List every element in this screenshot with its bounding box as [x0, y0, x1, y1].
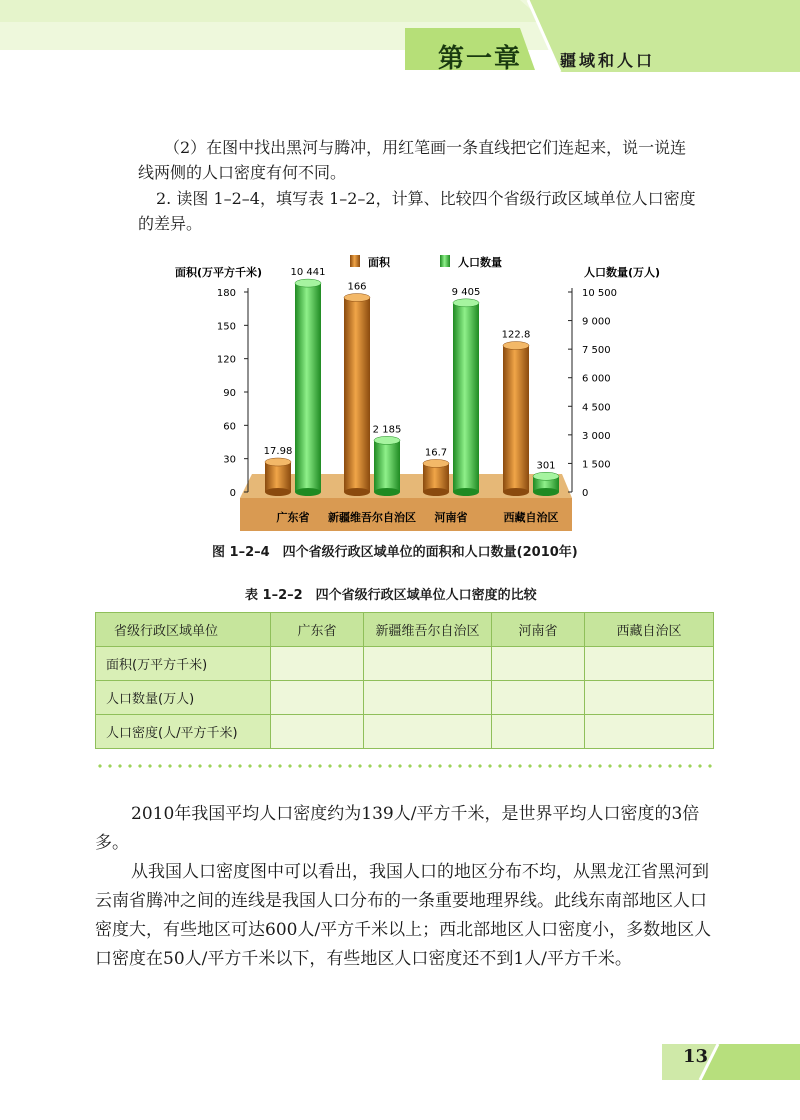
blank-cell[interactable] — [364, 647, 492, 681]
right-tick-label: 0 — [582, 488, 589, 499]
blank-cell[interactable] — [585, 681, 714, 715]
population-area-chart — [0, 240, 800, 570]
density-table — [95, 612, 714, 749]
header-band — [0, 0, 800, 80]
blank-cell[interactable] — [585, 647, 714, 681]
question-2: 2. 读图 1–2–4，填写表 1–2–2，计算、比较四个省级行政区域单位人口密度的差异。 — [138, 189, 696, 233]
left-tick-label: 90 — [223, 388, 236, 399]
bar-population — [453, 303, 479, 492]
table-header-cell: 广东省 — [271, 613, 364, 647]
bar-population-label: 2 185 — [372, 424, 402, 436]
table-header-cell: 省级行政区域单位 — [96, 613, 271, 647]
bar-population-label: 301 — [536, 460, 556, 472]
bar-area-label: 16.7 — [424, 447, 448, 459]
category-label: 河南省 — [434, 511, 468, 524]
bar-population-label: 10 441 — [290, 267, 326, 279]
chapter-label: 第一章 — [438, 44, 523, 74]
bar-population-base — [533, 488, 559, 496]
right-tick-label: 1 500 — [582, 459, 611, 471]
bar-area-base — [423, 488, 449, 496]
bar-area-cap — [265, 458, 291, 466]
body-paragraph-1: 2010年我国平均人口密度约为139人/平方千米，是世界平均人口密度的3倍多。 — [95, 804, 700, 853]
left-tick-label: 60 — [223, 421, 236, 433]
row-label: 人口数量(万人) — [96, 681, 271, 715]
category-label: 新疆维吾尔自治区 — [328, 511, 416, 524]
category-label: 广东省 — [276, 511, 310, 524]
right-tick-label: 4 500 — [582, 402, 611, 414]
bar-population-base — [453, 488, 479, 496]
row-label: 面积(万平方千米) — [96, 647, 271, 681]
blank-cell[interactable] — [271, 647, 364, 681]
blank-cell[interactable] — [364, 681, 492, 715]
table-header-cell: 河南省 — [492, 613, 585, 647]
right-tick-label: 10 500 — [582, 288, 617, 299]
bar-area-base — [503, 488, 529, 496]
legend-swatch-population — [440, 255, 450, 267]
table-row — [96, 647, 714, 681]
bar-population — [295, 283, 321, 492]
table-header-row — [96, 613, 714, 647]
right-tick-label: 7 500 — [582, 345, 611, 357]
bar-area-cap — [503, 342, 529, 350]
bar-population-base — [374, 488, 400, 496]
bar-area-label: 17.98 — [263, 446, 293, 458]
figure-caption: 图 1–2–4 四个省级行政区域单位的面积和人口数量(2010年) — [212, 545, 578, 560]
bar-population-cap — [374, 436, 400, 444]
table-row — [96, 681, 714, 715]
blank-cell[interactable] — [364, 715, 492, 749]
bar-population-cap — [295, 279, 321, 287]
bar-area-cap — [423, 459, 449, 467]
blank-cell[interactable] — [492, 647, 585, 681]
category-label: 西藏自治区 — [503, 511, 559, 524]
dotted-divider — [95, 764, 714, 768]
blank-cell[interactable] — [271, 681, 364, 715]
body-paragraph-2: 从我国人口密度图中可以看出，我国人口的地区分布不均，从黑龙江省黑河到云南省腾冲之间的连线是我国人口分布的一条重要地理界线。此线东南部地区人口密度大，有些地区可达600人/平方千米以上；西北部地区人口密度小，多数地区人口密度在50人/平方千米以下，有些地区人口密度还不到1人/平方千米。 — [95, 862, 712, 969]
bar-area-base — [344, 488, 370, 496]
table-row — [96, 715, 714, 749]
bar-population-base — [295, 488, 321, 496]
blank-cell[interactable] — [271, 715, 364, 749]
table-header-cell: 西藏自治区 — [585, 613, 714, 647]
bar-area-label: 166 — [347, 281, 367, 293]
right-tick-label: 9 000 — [582, 316, 611, 328]
bar-area — [503, 346, 529, 492]
left-tick-label: 150 — [216, 321, 236, 333]
legend-label-population: 人口数量 — [458, 256, 502, 269]
bar-area-base — [265, 488, 291, 496]
table-header-cell: 新疆维吾尔自治区 — [364, 613, 492, 647]
legend-label-area: 面积 — [368, 256, 390, 269]
bar-area — [423, 463, 449, 492]
bar-area — [344, 298, 370, 492]
bar-population-cap — [453, 299, 479, 307]
page-number: 13 — [683, 1046, 709, 1067]
blank-cell[interactable] — [492, 681, 585, 715]
left-tick-label: 30 — [223, 454, 236, 466]
left-tick-label: 0 — [229, 488, 236, 499]
bar-population-cap — [533, 472, 559, 480]
chapter-title: 疆域和人口 — [560, 51, 656, 70]
right-tick-label: 3 000 — [582, 430, 611, 442]
bar-area-label: 122.8 — [501, 329, 531, 341]
left-axis-title: 面积(万平方千米) — [175, 266, 263, 279]
table-caption: 表 1–2–2 四个省级行政区域单位人口密度的比较 — [245, 588, 537, 603]
blank-cell[interactable] — [585, 715, 714, 749]
question-1: （2）在图中找出黑河与腾冲，用红笔画一条直线把它们连起来，说一说连线两侧的人口密度有何不同。 — [138, 138, 687, 182]
blank-cell[interactable] — [492, 715, 585, 749]
bar-population-label: 9 405 — [451, 286, 481, 298]
left-tick-label: 120 — [216, 354, 236, 366]
row-label: 人口密度(人/平方千米) — [96, 715, 271, 749]
bar-area-cap — [344, 294, 370, 302]
right-axis-title: 人口数量(万人) — [584, 266, 661, 279]
right-tick-label: 6 000 — [582, 373, 611, 385]
left-tick-label: 180 — [216, 288, 236, 299]
legend-swatch-area — [350, 255, 360, 267]
bar-population — [374, 440, 400, 492]
bar-area — [265, 462, 291, 492]
